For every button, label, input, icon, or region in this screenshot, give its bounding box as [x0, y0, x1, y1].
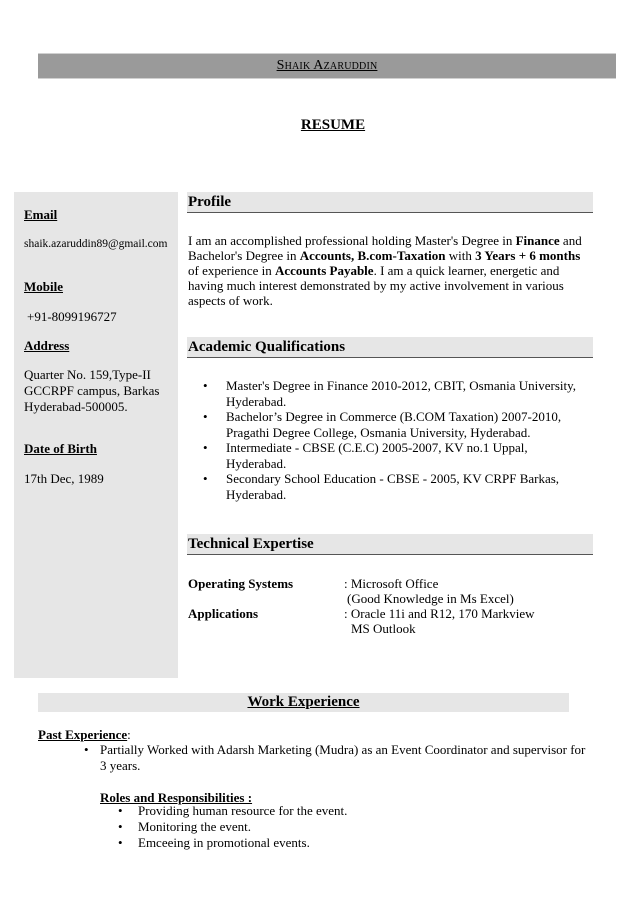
academic-heading: Academic Qualifications [188, 339, 346, 355]
os-label: Operating Systems [188, 576, 294, 591]
profile-line: I am an accomplished professional holding Master's Degree in Finance and [188, 233, 582, 248]
address-label: Address [24, 338, 70, 353]
address-line: GCCRPF campus, Barkas [24, 383, 160, 398]
profile-text [188, 233, 590, 308]
work-heading: Work Experience [247, 694, 360, 710]
name-banner [38, 53, 616, 79]
work-item-line: 3 years. [100, 758, 141, 773]
past-experience-label [38, 727, 131, 743]
roles-label: Roles and Responsibilities : [100, 790, 253, 805]
profile-heading-bar [187, 192, 593, 213]
resume-title: RESUME [300, 117, 366, 133]
os-value-line: : Microsoft Office [344, 576, 439, 591]
past-experience-title: Past Experience [38, 727, 128, 742]
dob-value: 17th Dec, 1989 [24, 471, 104, 486]
contact-sidebar [14, 192, 178, 678]
os-value-note: (Good Knowledge in Ms Excel) [347, 591, 514, 606]
profile-line: of experience in Accounts Payable. I am a quick learner, energetic and [188, 263, 560, 278]
email-value: shaik.azaruddin89@gmail.com [24, 238, 168, 250]
past-experience-colon: : [127, 727, 131, 742]
role-item: • Emceeing in promotional events. [118, 835, 310, 850]
mobile-value: +91-8099196727 [27, 309, 117, 324]
academic-item-line: Bachelor’s Degree in Commerce (B.COM Taxation) 2007-2010, [226, 409, 562, 424]
academic-list [188, 378, 590, 502]
academic-item-line: Pragathi Degree College, Osmania University, Hyderabad. [226, 424, 531, 440]
os-value [344, 576, 514, 606]
academic-item: • Intermediate - CBSE (C.E.C) 2005-2007, KV no.1 Uppal, Hyderabad. [188, 440, 590, 471]
mobile-label: Mobile [24, 279, 63, 294]
apps-label: Applications [188, 606, 259, 621]
academic-item-line: Master's Degree in Finance 2010-2012, CBIT, Osmania University, [226, 378, 577, 393]
academic-item-line: Hyderabad. [226, 455, 287, 471]
address-line: Quarter No. 159,Type-II [24, 367, 151, 382]
work-heading-bar [38, 693, 569, 712]
academic-item: • Bachelor’s Degree in Commerce (B.COM Taxation) 2007-2010, Pragathi Degree College, Osmania University, Hyderabad. [188, 409, 590, 440]
profile-line: having much interest demonstrated by my active involvement in various [188, 278, 564, 293]
academic-item: • Master's Degree in Finance 2010-2012, CBIT, Osmania University, Hyderabad. [188, 378, 590, 409]
apps-value-line: MS Outlook [351, 621, 416, 636]
apps-value [344, 606, 535, 636]
technical-heading-bar [187, 534, 593, 555]
email-label: Email [24, 207, 58, 222]
academic-item-line: Secondary School Education - CBSE - 2005, KV CRPF Barkas, [226, 471, 560, 486]
role-item: • Monitoring the event. [118, 819, 252, 834]
work-item-line: Partially Worked with Adarsh Marketing (Mudra) as an Event Coordinator and supervisor for [100, 742, 586, 757]
role-item: • Providing human resource for the event. [118, 803, 348, 818]
academic-item-line: Hyderabad. [226, 486, 287, 502]
role-item-text: Monitoring the event. [138, 819, 252, 834]
role-item-text: Emceeing in promotional events. [138, 835, 310, 850]
profile-line: aspects of work. [188, 293, 273, 308]
academic-item-line: Intermediate - CBSE (C.E.C) 2005-2007, KV no.1 Uppal, [226, 440, 528, 455]
address-value [24, 367, 159, 415]
apps-value-line: : Oracle 11i and R12, 170 Markview [344, 606, 535, 621]
address-line: Hyderabad-500005. [24, 399, 128, 414]
academic-item: • Secondary School Education - CBSE - 2005, KV CRPF Barkas, Hyderabad. [188, 471, 590, 502]
profile-heading: Profile [188, 194, 232, 210]
roles-list [118, 803, 347, 851]
academic-heading-bar [187, 337, 593, 358]
role-item-text: Providing human resource for the event. [138, 803, 348, 818]
technical-heading: Technical Expertise [188, 536, 314, 552]
academic-item-line: Hyderabad. [226, 393, 287, 409]
dob-label: Date of Birth [24, 441, 97, 456]
profile-line: Bachelor's Degree in Accounts, B.com-Taxation with 3 Years + 6 months [188, 248, 581, 263]
work-list [80, 742, 590, 774]
candidate-name: Shaik Azaruddin [276, 58, 378, 73]
work-item: • Partially Worked with Adarsh Marketing (Mudra) as an Event Coordinator and supervisor for 3 years. [80, 742, 590, 774]
